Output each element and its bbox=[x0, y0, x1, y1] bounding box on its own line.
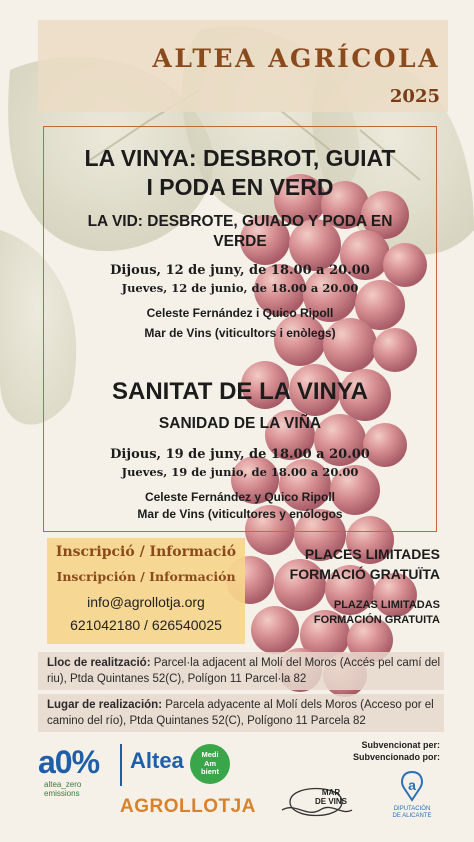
agrollotja-logo: AGROLLOTJA bbox=[120, 796, 256, 817]
session1-org: Mar de Vins (viticultors i enòlegs) bbox=[144, 326, 336, 340]
location-es-text: Parcela adyacente al Molí dels Moros (Acceso por el camino del río), Ptda Quintanes 52(C), Polígono 11 Parcela 82 bbox=[47, 699, 434, 727]
session2-subtitle: SANIDAD DE LA VIÑA bbox=[158, 415, 322, 432]
session2-title: SANITAT DE LA VINYA bbox=[111, 378, 369, 405]
diputacion-line1: DIPUTACIÓN bbox=[393, 806, 431, 812]
altea-zero-caption bbox=[44, 780, 81, 798]
mar-de-vins-logo bbox=[306, 788, 356, 806]
registration-label-es: Inscripción / Información bbox=[56, 569, 236, 584]
session2-speakers: Celeste Fernández y Quico Ripoll bbox=[144, 490, 336, 504]
free-training-ca: FORMACIÓ GRATUÏTA bbox=[289, 566, 440, 582]
altea-zero-logo: a0% bbox=[38, 744, 100, 780]
mar-de-vins-line1: MAR bbox=[321, 788, 341, 797]
session1-date-es: Jueves, 12 de junio, de 18.00 a 20.00 bbox=[121, 281, 359, 295]
session2-date-es: Jueves, 19 de junio, de 18.00 a 20.00 bbox=[121, 465, 359, 479]
poster-title: ALTEA AGRÍCOLA bbox=[152, 44, 440, 73]
logo-divider bbox=[120, 744, 122, 786]
altea-logo: Altea bbox=[130, 748, 184, 773]
diputacion-logo bbox=[382, 806, 442, 820]
registration-email[interactable]: info@agrollotja.org bbox=[87, 594, 205, 610]
session1-date-ca: Dijous, 12 de juny, de 18.00 a 20.00 bbox=[110, 263, 370, 278]
location-es bbox=[47, 697, 443, 729]
session1-subtitle-line1: LA VID: DESBROTE, GUIADO Y PODA EN bbox=[87, 213, 393, 230]
subsidized-by-es: Subvencionado por: bbox=[352, 752, 440, 762]
registration-phones[interactable]: 621042180 / 626540025 bbox=[70, 617, 222, 633]
diputacion-line2: DE ALICANTE bbox=[392, 813, 432, 819]
free-training-es: FORMACIÓN GRATUITA bbox=[313, 614, 440, 626]
medi-ambient-line2: Am bbox=[203, 758, 217, 768]
session1-title-line2: I PODA EN VERD bbox=[146, 174, 334, 200]
medi-ambient-line1: Medi bbox=[201, 750, 219, 759]
session2-org: Mar de Vins (viticultores y enólogos bbox=[137, 507, 343, 521]
registration-label-ca: Inscripció / Informació bbox=[55, 544, 237, 560]
session1-speakers: Celeste Fernández i Quico Ripoll bbox=[146, 306, 334, 320]
session2-date-ca: Dijous, 19 de juny, de 18.00 a 20.00 bbox=[110, 447, 370, 462]
session1-title-line1: LA VINYA: DESBROT, GUIAT bbox=[84, 145, 396, 171]
svg-text:a: a bbox=[408, 777, 416, 793]
altea-zero-caption-line1: altea_zero bbox=[44, 780, 82, 789]
places-limited-es: PLAZAS LIMITADAS bbox=[333, 599, 440, 611]
diputacion-logo-icon bbox=[394, 768, 430, 804]
subsidized-by-ca: Subvencionat per: bbox=[361, 740, 440, 750]
poster-year: 2025 bbox=[389, 86, 440, 107]
altea-zero-caption-line2: emissions bbox=[44, 789, 80, 798]
mar-de-vins-line2: DE VINS bbox=[314, 797, 347, 806]
places-limited-ca: PLACES LIMITADES bbox=[304, 546, 440, 562]
session1-subtitle-line2: VERDE bbox=[213, 233, 267, 250]
medi-ambient-logo bbox=[190, 744, 230, 784]
location-ca-text: Parcel·la adjacent al Molí del Moros (Accés pel camí del riu), Ptda Quintanes 52(C), Polígon 11 Parcel·la 82 bbox=[47, 657, 441, 685]
location-ca-label: Lloc de realització: bbox=[47, 657, 151, 669]
medi-ambient-line3: bient bbox=[201, 767, 219, 776]
location-ca bbox=[47, 655, 443, 687]
location-es-label: Lugar de realización: bbox=[47, 699, 163, 711]
